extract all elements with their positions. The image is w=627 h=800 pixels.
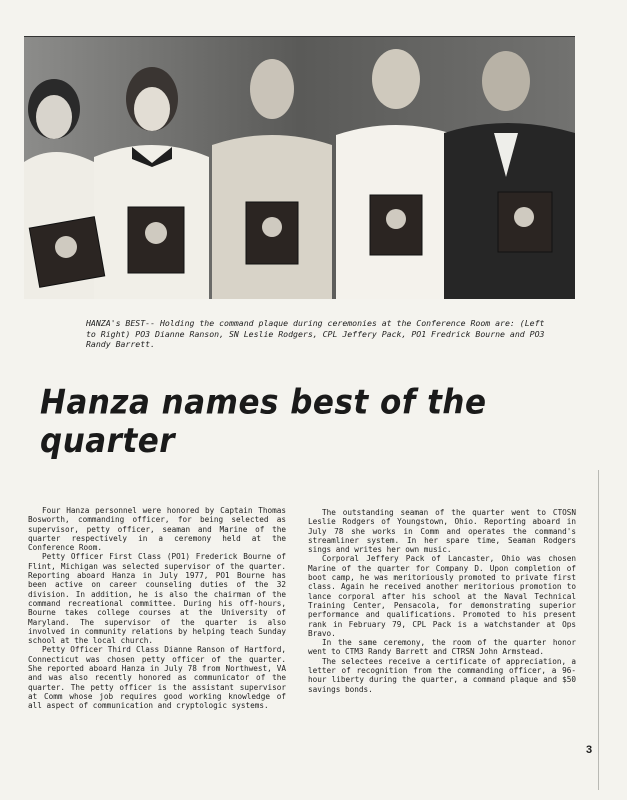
paragraph: In the same ceremony, the room of the quarter honor went to CTM3 Randy Barrett and CTRSN John Armstead. <box>308 638 576 657</box>
photo-illustration <box>24 37 575 299</box>
paragraph: Petty Officer First Class (PO1) Frederick Bourne of Flint, Michigan was selected supervisor of the quarter. Reporting aboard Hanza in July 1977, PO1 Bourne has been active on career counseling duties of the 32 division. In addition, he is also the chairman of the command recreational committee. During his off-hours, Bourne takes college courses at the University of Maryland. The supervisor of the quarter is also involved in community relations by helping teach Sunday school at the local church. <box>28 552 286 646</box>
paragraph: Corporal Jeffery Pack of Lancaster, Ohio was chosen Marine of the quarter for Company D. Upon completion of boot camp, he was meritoriously promoted to private first class. Again he received another meritorious promotion to lance corporal after his school at the Naval Technical Training Center, Pensacola, for demonstrating superior performance and qualifications. Promoted to his present rank in February 79, CPL Pack is a watchstander at Ops Bravo. <box>308 554 576 638</box>
headline: Hanza names best of the quarter <box>40 383 487 461</box>
group-photo <box>24 36 575 299</box>
paragraph: Four Hanza personnel were honored by Captain Thomas Bosworth, commanding officer, for being selected as supervisor, petty officer, seaman and Marine of the quarter respectively in a ceremony held at the Conference Room. <box>28 506 286 553</box>
article-left-column <box>28 506 286 711</box>
page-number: 3 <box>586 744 593 756</box>
photo-caption: HANZA's BEST-- Holding the command plaque during ceremonies at the Conference Room are: (Left to Right) PO3 Dianne Ranson, SN Leslie Rodgers, CPL Jeffery Pack, PO1 Fredrick Bourne and PO3 Randy Barrett. <box>86 318 545 349</box>
paragraph: The outstanding seaman of the quarter went to CTOSN Leslie Rodgers of Youngstown, Ohio. Reporting aboard in July 78 she works in Comm and operates the command's streamliner system. In her spare time, Seaman Rodgers sings and writes her own music. <box>308 508 576 555</box>
paragraph: Petty Officer Third Class Dianne Ranson of Hartford, Connecticut was chosen petty officer of the quarter. She reported aboard Hanza in July 78 from Northwest, VA and was also recently honored as communicator of the quarter. The petty officer is the assistant supervisor at Comm whose job requires good working knowledge of all aspect of communication and cryptologic systems. <box>28 645 286 711</box>
page-margin-line <box>598 470 599 790</box>
article-right-column <box>308 508 576 694</box>
paragraph: The selectees receive a certificate of appreciation, a letter of recognition from the commanding officer, a 96-hour liberty during the quarter, a command plaque and $50 savings bonds. <box>308 656 576 694</box>
